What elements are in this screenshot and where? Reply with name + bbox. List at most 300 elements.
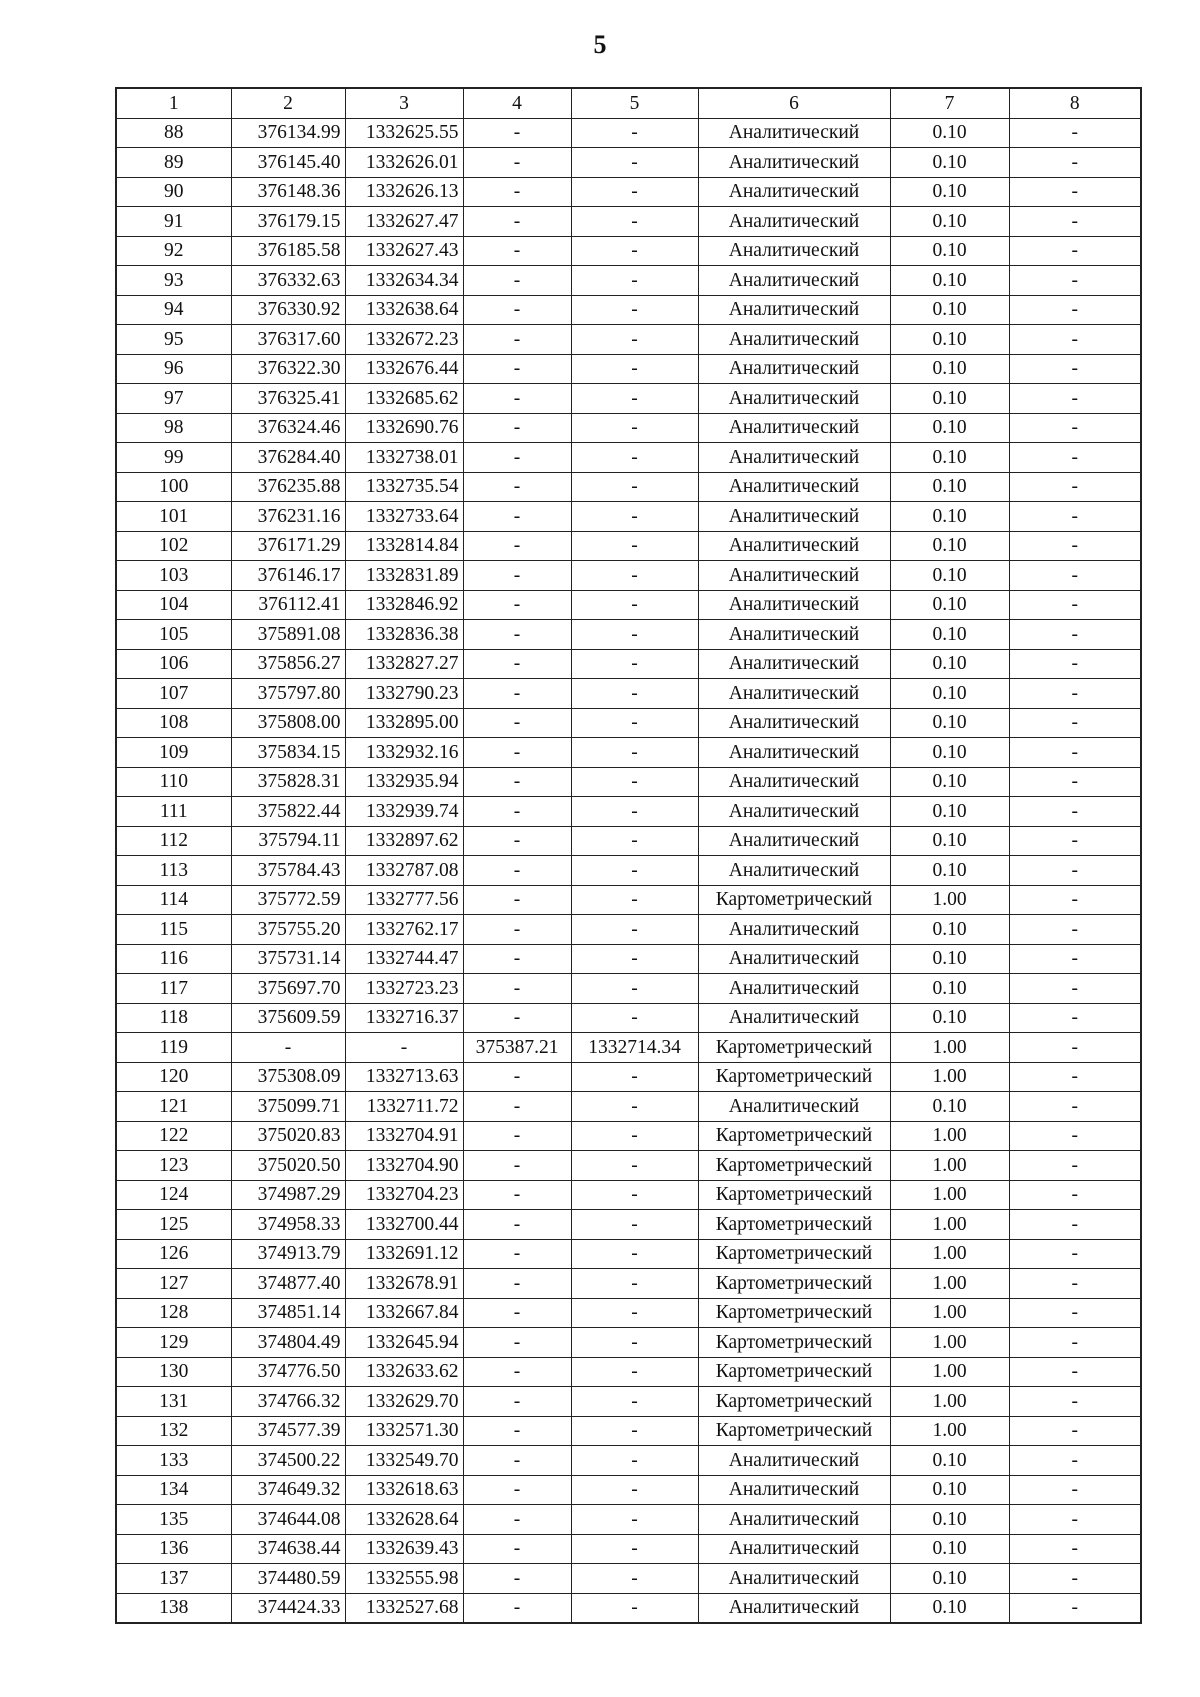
y-coordinate-alt-cell: - xyxy=(571,1534,698,1564)
method-cell: Аналитический xyxy=(698,915,890,945)
point-number-cell: 126 xyxy=(116,1239,231,1269)
x-coordinate-alt-cell: - xyxy=(463,236,571,266)
note-cell: - xyxy=(1009,502,1141,532)
point-number-cell: 102 xyxy=(116,531,231,561)
y-coordinate-cell: 1332629.70 xyxy=(345,1387,463,1417)
table-row xyxy=(116,177,1141,207)
method-cell: Аналитический xyxy=(698,1564,890,1594)
method-cell: Аналитический xyxy=(698,266,890,296)
y-coordinate-cell: 1332932.16 xyxy=(345,738,463,768)
accuracy-cell: 0.10 xyxy=(890,1475,1009,1505)
column-header: 1 xyxy=(116,88,231,118)
x-coordinate-alt-cell: - xyxy=(463,295,571,325)
y-coordinate-cell: 1332571.30 xyxy=(345,1416,463,1446)
note-cell: - xyxy=(1009,531,1141,561)
table-row xyxy=(116,1269,1141,1299)
point-number-cell: 91 xyxy=(116,207,231,237)
note-cell: - xyxy=(1009,620,1141,650)
accuracy-cell: 0.10 xyxy=(890,295,1009,325)
method-cell: Аналитический xyxy=(698,384,890,414)
column-header: 2 xyxy=(231,88,345,118)
point-number-cell: 90 xyxy=(116,177,231,207)
note-cell: - xyxy=(1009,590,1141,620)
y-coordinate-cell: 1332939.74 xyxy=(345,797,463,827)
point-number-cell: 119 xyxy=(116,1033,231,1063)
point-number-cell: 93 xyxy=(116,266,231,296)
method-cell: Аналитический xyxy=(698,561,890,591)
y-coordinate-cell: 1332827.27 xyxy=(345,649,463,679)
point-number-cell: 114 xyxy=(116,885,231,915)
point-number-cell: 129 xyxy=(116,1328,231,1358)
x-coordinate-cell: 376185.58 xyxy=(231,236,345,266)
x-coordinate-cell: 374987.29 xyxy=(231,1180,345,1210)
accuracy-cell: 0.10 xyxy=(890,944,1009,974)
note-cell: - xyxy=(1009,1269,1141,1299)
table-row xyxy=(116,354,1141,384)
accuracy-cell: 1.00 xyxy=(890,1416,1009,1446)
x-coordinate-cell: 376179.15 xyxy=(231,207,345,237)
x-coordinate-alt-cell: - xyxy=(463,1239,571,1269)
y-coordinate-cell: - xyxy=(345,1033,463,1063)
y-coordinate-cell: 1332626.13 xyxy=(345,177,463,207)
accuracy-cell: 0.10 xyxy=(890,856,1009,886)
point-number-cell: 124 xyxy=(116,1180,231,1210)
y-coordinate-alt-cell: - xyxy=(571,974,698,1004)
method-cell: Аналитический xyxy=(698,944,890,974)
note-cell: - xyxy=(1009,325,1141,355)
y-coordinate-cell: 1332790.23 xyxy=(345,679,463,709)
note-cell: - xyxy=(1009,1151,1141,1181)
y-coordinate-alt-cell: - xyxy=(571,679,698,709)
point-number-cell: 115 xyxy=(116,915,231,945)
y-coordinate-alt-cell: - xyxy=(571,1239,698,1269)
x-coordinate-cell: 376330.92 xyxy=(231,295,345,325)
method-cell: Аналитический xyxy=(698,620,890,650)
accuracy-cell: 0.10 xyxy=(890,915,1009,945)
method-cell: Аналитический xyxy=(698,1593,890,1623)
point-number-cell: 111 xyxy=(116,797,231,827)
accuracy-cell: 0.10 xyxy=(890,767,1009,797)
note-cell: - xyxy=(1009,974,1141,1004)
method-cell: Аналитический xyxy=(698,443,890,473)
table-row xyxy=(116,1328,1141,1358)
x-coordinate-alt-cell: 375387.21 xyxy=(463,1033,571,1063)
note-cell: - xyxy=(1009,295,1141,325)
note-cell: - xyxy=(1009,384,1141,414)
x-coordinate-alt-cell: - xyxy=(463,944,571,974)
x-coordinate-cell: 375794.11 xyxy=(231,826,345,856)
x-coordinate-alt-cell: - xyxy=(463,1003,571,1033)
point-number-cell: 103 xyxy=(116,561,231,591)
point-number-cell: 112 xyxy=(116,826,231,856)
method-cell: Аналитический xyxy=(698,354,890,384)
note-cell: - xyxy=(1009,738,1141,768)
note-cell: - xyxy=(1009,1357,1141,1387)
y-coordinate-alt-cell: - xyxy=(571,384,698,414)
accuracy-cell: 0.10 xyxy=(890,974,1009,1004)
y-coordinate-cell: 1332626.01 xyxy=(345,148,463,178)
method-cell: Аналитический xyxy=(698,708,890,738)
y-coordinate-cell: 1332738.01 xyxy=(345,443,463,473)
table-row xyxy=(116,1180,1141,1210)
y-coordinate-alt-cell: - xyxy=(571,502,698,532)
x-coordinate-cell: 376148.36 xyxy=(231,177,345,207)
x-coordinate-alt-cell: - xyxy=(463,1475,571,1505)
method-cell: Аналитический xyxy=(698,148,890,178)
method-cell: Аналитический xyxy=(698,1505,890,1535)
x-coordinate-alt-cell: - xyxy=(463,1534,571,1564)
accuracy-cell: 0.10 xyxy=(890,1564,1009,1594)
y-coordinate-cell: 1332897.62 xyxy=(345,826,463,856)
x-coordinate-cell: 375731.14 xyxy=(231,944,345,974)
x-coordinate-alt-cell: - xyxy=(463,177,571,207)
note-cell: - xyxy=(1009,944,1141,974)
x-coordinate-cell: 376171.29 xyxy=(231,531,345,561)
note-cell: - xyxy=(1009,1033,1141,1063)
note-cell: - xyxy=(1009,177,1141,207)
y-coordinate-alt-cell: - xyxy=(571,1121,698,1151)
point-number-cell: 118 xyxy=(116,1003,231,1033)
x-coordinate-cell: 375020.83 xyxy=(231,1121,345,1151)
note-cell: - xyxy=(1009,679,1141,709)
table-row xyxy=(116,1062,1141,1092)
table-row xyxy=(116,1387,1141,1417)
method-cell: Аналитический xyxy=(698,236,890,266)
table-header-row xyxy=(116,88,1141,118)
accuracy-cell: 1.00 xyxy=(890,1239,1009,1269)
y-coordinate-cell: 1332744.47 xyxy=(345,944,463,974)
table-row xyxy=(116,1151,1141,1181)
x-coordinate-alt-cell: - xyxy=(463,1328,571,1358)
accuracy-cell: 0.10 xyxy=(890,590,1009,620)
y-coordinate-cell: 1332700.44 xyxy=(345,1210,463,1240)
y-coordinate-cell: 1332713.63 xyxy=(345,1062,463,1092)
table-row xyxy=(116,236,1141,266)
method-cell: Аналитический xyxy=(698,118,890,148)
y-coordinate-alt-cell: - xyxy=(571,1446,698,1476)
y-coordinate-cell: 1332735.54 xyxy=(345,472,463,502)
point-number-cell: 132 xyxy=(116,1416,231,1446)
y-coordinate-cell: 1332634.34 xyxy=(345,266,463,296)
method-cell: Аналитический xyxy=(698,413,890,443)
y-coordinate-alt-cell: - xyxy=(571,148,698,178)
x-coordinate-cell: 375828.31 xyxy=(231,767,345,797)
x-coordinate-cell: 375891.08 xyxy=(231,620,345,650)
point-number-cell: 125 xyxy=(116,1210,231,1240)
x-coordinate-alt-cell: - xyxy=(463,1387,571,1417)
accuracy-cell: 0.10 xyxy=(890,472,1009,502)
method-cell: Картометрический xyxy=(698,1387,890,1417)
y-coordinate-cell: 1332704.90 xyxy=(345,1151,463,1181)
x-coordinate-cell: 374577.39 xyxy=(231,1416,345,1446)
x-coordinate-cell: 374776.50 xyxy=(231,1357,345,1387)
accuracy-cell: 0.10 xyxy=(890,413,1009,443)
table-row xyxy=(116,649,1141,679)
x-coordinate-cell: 376332.63 xyxy=(231,266,345,296)
accuracy-cell: 1.00 xyxy=(890,1357,1009,1387)
y-coordinate-cell: 1332716.37 xyxy=(345,1003,463,1033)
x-coordinate-cell: 375797.80 xyxy=(231,679,345,709)
table-row xyxy=(116,1121,1141,1151)
x-coordinate-cell: 375772.59 xyxy=(231,885,345,915)
x-coordinate-cell: 376317.60 xyxy=(231,325,345,355)
table-row xyxy=(116,738,1141,768)
x-coordinate-cell: 375697.70 xyxy=(231,974,345,1004)
accuracy-cell: 0.10 xyxy=(890,354,1009,384)
y-coordinate-alt-cell: - xyxy=(571,1151,698,1181)
table-row xyxy=(116,1003,1141,1033)
y-coordinate-alt-cell: - xyxy=(571,738,698,768)
method-cell: Аналитический xyxy=(698,207,890,237)
x-coordinate-cell: 375784.43 xyxy=(231,856,345,886)
y-coordinate-alt-cell: - xyxy=(571,443,698,473)
x-coordinate-alt-cell: - xyxy=(463,649,571,679)
point-number-cell: 134 xyxy=(116,1475,231,1505)
point-number-cell: 95 xyxy=(116,325,231,355)
method-cell: Аналитический xyxy=(698,502,890,532)
x-coordinate-cell: 374804.49 xyxy=(231,1328,345,1358)
x-coordinate-cell: 375822.44 xyxy=(231,797,345,827)
method-cell: Аналитический xyxy=(698,1534,890,1564)
y-coordinate-alt-cell: - xyxy=(571,1269,698,1299)
x-coordinate-alt-cell: - xyxy=(463,1092,571,1122)
y-coordinate-cell: 1332618.63 xyxy=(345,1475,463,1505)
table-row xyxy=(116,295,1141,325)
accuracy-cell: 1.00 xyxy=(890,1121,1009,1151)
y-coordinate-cell: 1332667.84 xyxy=(345,1298,463,1328)
point-number-cell: 127 xyxy=(116,1269,231,1299)
note-cell: - xyxy=(1009,118,1141,148)
y-coordinate-cell: 1332672.23 xyxy=(345,325,463,355)
y-coordinate-alt-cell: - xyxy=(571,915,698,945)
x-coordinate-alt-cell: - xyxy=(463,826,571,856)
table-row xyxy=(116,708,1141,738)
note-cell: - xyxy=(1009,767,1141,797)
accuracy-cell: 1.00 xyxy=(890,1151,1009,1181)
table-row xyxy=(116,1534,1141,1564)
x-coordinate-alt-cell: - xyxy=(463,1357,571,1387)
method-cell: Аналитический xyxy=(698,738,890,768)
x-coordinate-cell: 374766.32 xyxy=(231,1387,345,1417)
table-row xyxy=(116,885,1141,915)
y-coordinate-alt-cell: - xyxy=(571,531,698,561)
method-cell: Аналитический xyxy=(698,649,890,679)
y-coordinate-alt-cell: - xyxy=(571,1564,698,1594)
note-cell: - xyxy=(1009,915,1141,945)
method-cell: Картометрический xyxy=(698,1062,890,1092)
note-cell: - xyxy=(1009,207,1141,237)
x-coordinate-alt-cell: - xyxy=(463,443,571,473)
x-coordinate-cell: 374644.08 xyxy=(231,1505,345,1535)
point-number-cell: 99 xyxy=(116,443,231,473)
table-row xyxy=(116,413,1141,443)
note-cell: - xyxy=(1009,1564,1141,1594)
y-coordinate-cell: 1332555.98 xyxy=(345,1564,463,1594)
point-number-cell: 121 xyxy=(116,1092,231,1122)
x-coordinate-cell: 375020.50 xyxy=(231,1151,345,1181)
y-coordinate-alt-cell: - xyxy=(571,856,698,886)
method-cell: Аналитический xyxy=(698,1475,890,1505)
point-number-cell: 117 xyxy=(116,974,231,1004)
point-number-cell: 128 xyxy=(116,1298,231,1328)
column-header: 7 xyxy=(890,88,1009,118)
method-cell: Картометрический xyxy=(698,1180,890,1210)
x-coordinate-cell: 376146.17 xyxy=(231,561,345,591)
accuracy-cell: 0.10 xyxy=(890,738,1009,768)
column-header: 3 xyxy=(345,88,463,118)
y-coordinate-alt-cell: - xyxy=(571,177,698,207)
point-number-cell: 130 xyxy=(116,1357,231,1387)
accuracy-cell: 0.10 xyxy=(890,797,1009,827)
note-cell: - xyxy=(1009,472,1141,502)
x-coordinate-cell: 376284.40 xyxy=(231,443,345,473)
accuracy-cell: 0.10 xyxy=(890,118,1009,148)
y-coordinate-alt-cell: - xyxy=(571,1505,698,1535)
y-coordinate-alt-cell: - xyxy=(571,413,698,443)
accuracy-cell: 1.00 xyxy=(890,1328,1009,1358)
note-cell: - xyxy=(1009,885,1141,915)
point-number-cell: 108 xyxy=(116,708,231,738)
y-coordinate-cell: 1332846.92 xyxy=(345,590,463,620)
point-number-cell: 137 xyxy=(116,1564,231,1594)
method-cell: Аналитический xyxy=(698,472,890,502)
table-row xyxy=(116,325,1141,355)
y-coordinate-alt-cell: - xyxy=(571,708,698,738)
y-coordinate-cell: 1332627.43 xyxy=(345,236,463,266)
x-coordinate-alt-cell: - xyxy=(463,384,571,414)
x-coordinate-alt-cell: - xyxy=(463,1505,571,1535)
y-coordinate-cell: 1332733.64 xyxy=(345,502,463,532)
note-cell: - xyxy=(1009,649,1141,679)
x-coordinate-cell: 374638.44 xyxy=(231,1534,345,1564)
table-row xyxy=(116,531,1141,561)
y-coordinate-cell: 1332639.43 xyxy=(345,1534,463,1564)
point-number-cell: 122 xyxy=(116,1121,231,1151)
table-row xyxy=(116,679,1141,709)
table-row xyxy=(116,767,1141,797)
accuracy-cell: 0.10 xyxy=(890,207,1009,237)
x-coordinate-alt-cell: - xyxy=(463,1062,571,1092)
accuracy-cell: 0.10 xyxy=(890,531,1009,561)
note-cell: - xyxy=(1009,1593,1141,1623)
method-cell: Аналитический xyxy=(698,679,890,709)
table-row xyxy=(116,826,1141,856)
x-coordinate-alt-cell: - xyxy=(463,1446,571,1476)
accuracy-cell: 0.10 xyxy=(890,325,1009,355)
method-cell: Аналитический xyxy=(698,767,890,797)
point-number-cell: 88 xyxy=(116,118,231,148)
accuracy-cell: 0.10 xyxy=(890,1593,1009,1623)
coordinates-table xyxy=(115,87,1142,1624)
x-coordinate-alt-cell: - xyxy=(463,413,571,443)
y-coordinate-cell: 1332633.62 xyxy=(345,1357,463,1387)
y-coordinate-alt-cell: - xyxy=(571,295,698,325)
y-coordinate-cell: 1332625.55 xyxy=(345,118,463,148)
method-cell: Картометрический xyxy=(698,1328,890,1358)
method-cell: Аналитический xyxy=(698,797,890,827)
x-coordinate-cell: 376145.40 xyxy=(231,148,345,178)
y-coordinate-cell: 1332549.70 xyxy=(345,1446,463,1476)
y-coordinate-alt-cell: - xyxy=(571,1328,698,1358)
table-row xyxy=(116,1239,1141,1269)
x-coordinate-alt-cell: - xyxy=(463,354,571,384)
table-row xyxy=(116,472,1141,502)
y-coordinate-alt-cell: - xyxy=(571,620,698,650)
table-row xyxy=(116,1298,1141,1328)
x-coordinate-alt-cell: - xyxy=(463,1180,571,1210)
method-cell: Аналитический xyxy=(698,1092,890,1122)
accuracy-cell: 0.10 xyxy=(890,443,1009,473)
point-number-cell: 105 xyxy=(116,620,231,650)
y-coordinate-cell: 1332787.08 xyxy=(345,856,463,886)
x-coordinate-alt-cell: - xyxy=(463,620,571,650)
x-coordinate-cell: - xyxy=(231,1033,345,1063)
y-coordinate-cell: 1332814.84 xyxy=(345,531,463,561)
note-cell: - xyxy=(1009,1062,1141,1092)
x-coordinate-cell: 375308.09 xyxy=(231,1062,345,1092)
accuracy-cell: 0.10 xyxy=(890,1446,1009,1476)
y-coordinate-alt-cell: - xyxy=(571,236,698,266)
accuracy-cell: 0.10 xyxy=(890,1505,1009,1535)
accuracy-cell: 0.10 xyxy=(890,649,1009,679)
x-coordinate-cell: 375856.27 xyxy=(231,649,345,679)
x-coordinate-alt-cell: - xyxy=(463,502,571,532)
table-row xyxy=(116,590,1141,620)
x-coordinate-alt-cell: - xyxy=(463,531,571,561)
accuracy-cell: 0.10 xyxy=(890,1534,1009,1564)
accuracy-cell: 0.10 xyxy=(890,561,1009,591)
note-cell: - xyxy=(1009,1475,1141,1505)
column-header: 4 xyxy=(463,88,571,118)
method-cell: Аналитический xyxy=(698,531,890,561)
note-cell: - xyxy=(1009,1003,1141,1033)
y-coordinate-alt-cell: - xyxy=(571,472,698,502)
note-cell: - xyxy=(1009,413,1141,443)
x-coordinate-cell: 374913.79 xyxy=(231,1239,345,1269)
y-coordinate-alt-cell: - xyxy=(571,354,698,384)
method-cell: Аналитический xyxy=(698,856,890,886)
x-coordinate-alt-cell: - xyxy=(463,118,571,148)
point-number-cell: 107 xyxy=(116,679,231,709)
y-coordinate-cell: 1332777.56 xyxy=(345,885,463,915)
note-cell: - xyxy=(1009,266,1141,296)
note-cell: - xyxy=(1009,1210,1141,1240)
accuracy-cell: 0.10 xyxy=(890,236,1009,266)
accuracy-cell: 0.10 xyxy=(890,620,1009,650)
x-coordinate-alt-cell: - xyxy=(463,915,571,945)
y-coordinate-cell: 1332638.64 xyxy=(345,295,463,325)
y-coordinate-alt-cell: - xyxy=(571,118,698,148)
y-coordinate-alt-cell: - xyxy=(571,1210,698,1240)
accuracy-cell: 1.00 xyxy=(890,885,1009,915)
method-cell: Картометрический xyxy=(698,1239,890,1269)
accuracy-cell: 0.10 xyxy=(890,502,1009,532)
y-coordinate-cell: 1332723.23 xyxy=(345,974,463,1004)
x-coordinate-alt-cell: - xyxy=(463,885,571,915)
note-cell: - xyxy=(1009,1446,1141,1476)
note-cell: - xyxy=(1009,1298,1141,1328)
method-cell: Аналитический xyxy=(698,295,890,325)
x-coordinate-alt-cell: - xyxy=(463,1151,571,1181)
y-coordinate-alt-cell: 1332714.34 xyxy=(571,1033,698,1063)
accuracy-cell: 0.10 xyxy=(890,177,1009,207)
y-coordinate-cell: 1332627.47 xyxy=(345,207,463,237)
y-coordinate-cell: 1332704.23 xyxy=(345,1180,463,1210)
point-number-cell: 116 xyxy=(116,944,231,974)
table-row xyxy=(116,915,1141,945)
x-coordinate-alt-cell: - xyxy=(463,1298,571,1328)
note-cell: - xyxy=(1009,1416,1141,1446)
